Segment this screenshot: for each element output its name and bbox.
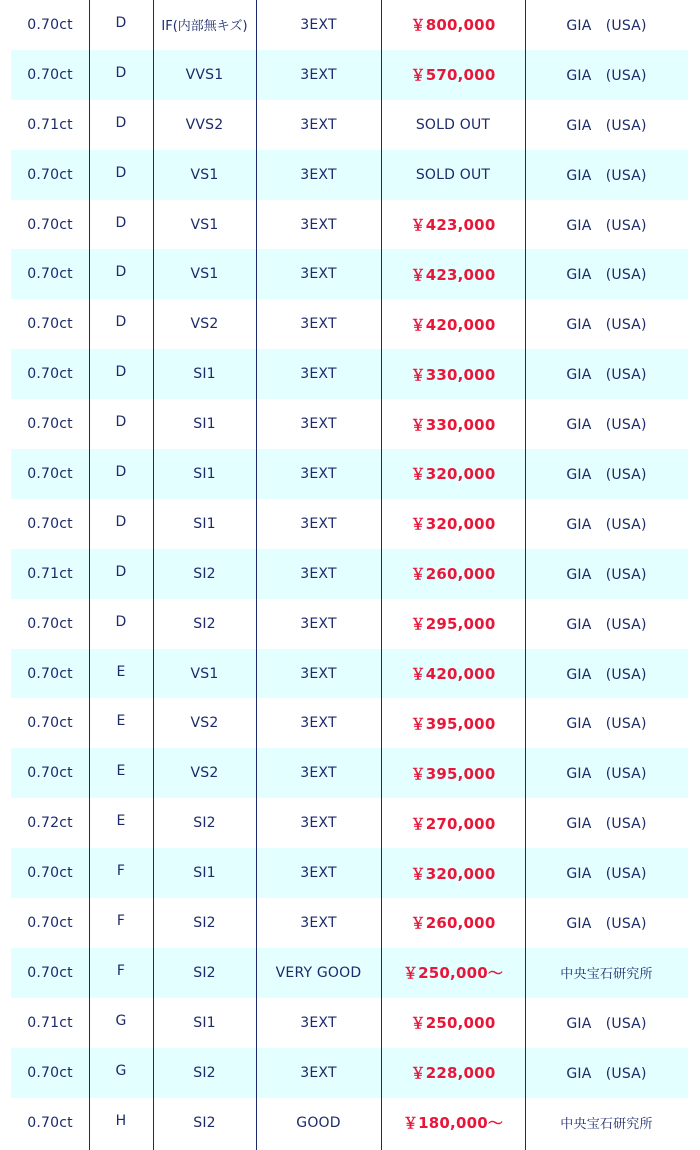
table-row [11,998,688,1048]
color-grade-cell: E [116,663,126,680]
clarity-cell: SI1 [193,366,216,383]
table-row [11,549,688,599]
color-grade-cell: F [116,962,126,979]
column-divider [153,0,154,1150]
cut-grade-cell: 3EXT [300,615,337,632]
carat-cell: 0.70ct [27,1064,73,1081]
certificate-cell: GIA (USA) [566,766,647,783]
carat-cell: 0.70ct [27,715,73,732]
certificate-cell: GIA (USA) [566,566,647,583]
cut-grade-cell: 3EXT [300,416,337,433]
carat-cell: 0.70ct [27,465,73,482]
color-grade-cell: D [115,613,127,630]
diamond-price-table [11,0,688,1147]
certificate-cell: GIA (USA) [566,616,647,633]
certificate-cell: GIA (USA) [566,466,647,483]
table-row [11,299,688,349]
cut-grade-cell: 3EXT [300,316,337,333]
table-row [11,649,688,699]
carat-cell: 0.70ct [27,914,73,931]
price-cell: ￥570,000 [410,66,496,85]
clarity-cell: SI2 [193,964,216,981]
price-cell: ￥420,000 [410,315,496,334]
carat-cell: 0.70ct [27,16,73,33]
price-cell: ￥423,000 [410,216,496,234]
column-divider [89,0,90,1150]
cut-grade-cell: 3EXT [300,465,337,482]
color-grade-cell: D [115,563,127,580]
table-row [11,1048,688,1098]
cut-grade-cell: 3EXT [300,1014,337,1031]
cut-grade-cell: 3EXT [300,565,337,582]
cut-grade-cell: 3EXT [300,216,337,233]
certificate-cell: GIA (USA) [566,217,647,234]
table-row [11,848,688,898]
table-row [11,150,688,200]
table-row [11,499,688,549]
cut-grade-cell: 3EXT [300,266,337,283]
price-cell: ￥270,000 [410,814,496,833]
price-cell: SOLD OUT [415,166,491,183]
carat-cell: 0.70ct [27,665,73,682]
color-grade-cell: D [115,164,127,181]
table-row [11,349,688,399]
certificate-cell: GIA (USA) [566,267,647,284]
clarity-cell: VS1 [190,266,219,283]
certificate-cell: 中央宝石研究所 [560,967,653,983]
carat-cell: 0.71ct [27,565,73,582]
clarity-cell: VS1 [190,665,219,682]
clarity-cell: SI1 [193,1014,216,1031]
color-grade-cell: D [115,463,127,480]
certificate-cell: GIA (USA) [566,716,647,733]
clarity-cell: VS2 [190,765,219,782]
carat-cell: 0.71ct [27,116,73,133]
table-row [11,898,688,948]
price-cell: ￥228,000 [410,1064,496,1083]
carat-cell: 0.70ct [27,615,73,632]
carat-cell: 0.70ct [27,515,73,532]
clarity-cell: SI1 [193,515,216,532]
color-grade-cell: D [115,513,127,530]
column-divider [525,0,526,1150]
price-cell: ￥330,000 [410,415,496,434]
clarity-cell: VS1 [190,166,219,183]
carat-cell: 0.71ct [27,1014,73,1031]
clarity-cell: SI2 [193,1064,216,1081]
column-divider [256,0,257,1150]
carat-cell: 0.70ct [27,1114,73,1131]
clarity-cell: VS2 [190,715,219,732]
certificate-cell: GIA (USA) [566,417,647,434]
cut-grade-cell: 3EXT [300,1064,337,1081]
color-grade-cell: D [115,64,127,81]
column-divider [381,0,382,1150]
cut-grade-cell: 3EXT [300,715,337,732]
price-cell: ￥180,000～ [402,1114,504,1133]
clarity-cell: SI1 [193,465,216,482]
table-row [11,50,688,100]
certificate-cell: GIA (USA) [566,915,647,932]
color-grade-cell: H [115,1112,127,1129]
clarity-cell: IF(内部無キズ) [161,19,248,35]
cut-grade-cell: 3EXT [300,66,337,83]
color-grade-cell: E [116,763,126,780]
price-cell: ￥260,000 [410,565,496,584]
carat-cell: 0.70ct [27,416,73,433]
color-grade-cell: D [115,214,127,231]
price-cell: ￥320,000 [410,515,496,534]
cut-grade-cell: 3EXT [300,16,337,33]
price-cell: ￥420,000 [410,665,496,684]
cut-grade-cell: 3EXT [300,665,337,682]
table-row [11,748,688,798]
color-grade-cell: D [115,114,127,131]
carat-cell: 0.70ct [27,316,73,333]
certificate-cell: GIA (USA) [566,67,647,84]
clarity-cell: VS2 [190,316,219,333]
certificate-cell: GIA (USA) [566,866,647,883]
certificate-cell: GIA (USA) [566,367,647,384]
certificate-cell: GIA (USA) [566,816,647,833]
table-row [11,449,688,499]
certificate-cell: GIA (USA) [566,1015,647,1032]
table-row [11,399,688,449]
clarity-cell: VS1 [190,216,219,233]
carat-cell: 0.72ct [27,815,73,832]
clarity-cell: SI1 [193,865,216,882]
certificate-cell: GIA (USA) [566,17,647,34]
carat-cell: 0.70ct [27,216,73,233]
price-cell: ￥800,000 [410,16,496,35]
color-grade-cell: F [116,863,126,880]
price-cell: ￥260,000 [410,914,496,933]
carat-cell: 0.70ct [27,964,73,981]
color-grade-cell: D [115,364,127,381]
table-row [11,698,688,748]
cut-grade-cell: 3EXT [300,366,337,383]
clarity-cell: SI2 [193,815,216,832]
carat-cell: 0.70ct [27,166,73,183]
table-row [11,948,688,998]
color-grade-cell: E [116,713,126,730]
certificate-cell: GIA (USA) [566,666,647,683]
cut-grade-cell: 3EXT [300,166,337,183]
price-cell: SOLD OUT [415,116,491,133]
price-cell: ￥395,000 [410,764,496,783]
color-grade-cell: D [115,264,127,281]
cut-grade-cell: 3EXT [300,765,337,782]
certificate-cell: 中央宝石研究所 [560,1117,653,1133]
clarity-cell: SI2 [193,615,216,632]
price-cell: ￥320,000 [410,465,496,484]
cut-grade-cell: 3EXT [300,515,337,532]
table-row [11,599,688,649]
price-cell: ￥295,000 [410,615,496,634]
certificate-cell: GIA (USA) [566,1065,647,1082]
clarity-cell: SI2 [193,565,216,582]
color-grade-cell: G [115,1012,127,1029]
color-grade-cell: G [115,1062,127,1079]
price-cell: ￥395,000 [410,714,496,733]
cut-grade-cell: 3EXT [300,815,337,832]
certificate-cell: GIA (USA) [566,117,647,134]
price-cell: ￥250,000 [410,1014,496,1033]
clarity-cell: SI2 [193,914,216,931]
color-grade-cell: E [116,813,126,830]
carat-cell: 0.70ct [27,865,73,882]
table-row [11,1098,688,1148]
clarity-cell: VVS1 [185,66,224,83]
price-cell: ￥423,000 [410,265,496,284]
certificate-cell: GIA (USA) [566,317,647,334]
carat-cell: 0.70ct [27,765,73,782]
cut-grade-cell: GOOD [296,1114,341,1131]
carat-cell: 0.70ct [27,66,73,83]
color-grade-cell: D [115,314,127,331]
clarity-cell: VVS2 [185,116,224,133]
certificate-cell: GIA (USA) [566,516,647,533]
color-grade-cell: F [116,912,126,929]
color-grade-cell: D [115,414,127,431]
color-grade-cell: D [115,14,127,31]
certificate-cell: GIA (USA) [566,167,647,184]
cut-grade-cell: 3EXT [300,914,337,931]
table-row [11,200,688,250]
price-cell: ￥250,000～ [402,964,504,983]
carat-cell: 0.70ct [27,366,73,383]
clarity-cell: SI1 [193,416,216,433]
table-row [11,249,688,299]
price-cell: ￥330,000 [410,365,496,384]
price-cell: ￥320,000 [410,864,496,883]
carat-cell: 0.70ct [27,266,73,283]
table-row [11,0,688,50]
clarity-cell: SI2 [193,1114,216,1131]
cut-grade-cell: VERY GOOD [275,964,362,981]
cut-grade-cell: 3EXT [300,865,337,882]
cut-grade-cell: 3EXT [300,116,337,133]
table-row [11,798,688,848]
table-row [11,100,688,150]
